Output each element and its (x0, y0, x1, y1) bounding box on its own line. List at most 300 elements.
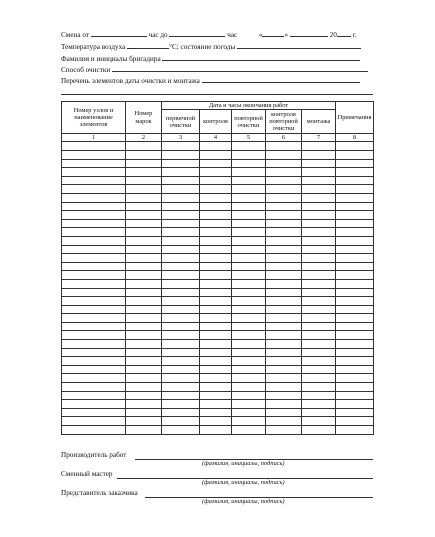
table-cell[interactable] (126, 426, 162, 435)
table-row (62, 151, 374, 160)
table-cell[interactable] (302, 314, 336, 323)
table-cell[interactable] (200, 185, 232, 194)
table-cell[interactable] (200, 151, 232, 160)
table-cell[interactable] (62, 262, 126, 271)
table-cell[interactable] (232, 365, 266, 374)
table-cell[interactable] (336, 417, 374, 426)
table-cell[interactable] (336, 297, 374, 306)
table-cell[interactable] (62, 279, 126, 288)
table-cell[interactable] (200, 193, 232, 202)
table-cell[interactable] (302, 391, 336, 400)
table-row (62, 219, 374, 228)
table-cell[interactable] (232, 219, 266, 228)
table-cell[interactable] (232, 159, 266, 168)
table-cell[interactable] (62, 305, 126, 314)
weather-blank[interactable] (237, 41, 361, 49)
table-cell[interactable] (302, 193, 336, 202)
table-cell[interactable] (162, 297, 200, 306)
table-cell[interactable] (62, 288, 126, 297)
air-temp-blank[interactable] (127, 41, 169, 49)
table-cell[interactable] (302, 236, 336, 245)
table-cell[interactable] (302, 297, 336, 306)
table-cell[interactable] (162, 383, 200, 392)
table-cell[interactable] (200, 236, 232, 245)
table-cell[interactable] (232, 374, 266, 383)
table-cell[interactable] (266, 228, 302, 237)
table-cell[interactable] (62, 151, 126, 160)
table-cell[interactable] (266, 417, 302, 426)
table-cell[interactable] (302, 254, 336, 263)
table-cell[interactable] (126, 228, 162, 237)
table-cell[interactable] (266, 340, 302, 349)
table-cell[interactable] (302, 185, 336, 194)
table-cell[interactable] (336, 348, 374, 357)
table-cell[interactable] (162, 400, 200, 409)
table-cell[interactable] (200, 305, 232, 314)
table-cell[interactable] (62, 348, 126, 357)
table-cell[interactable] (302, 168, 336, 177)
table-cell[interactable] (200, 426, 232, 435)
table-cell[interactable] (336, 193, 374, 202)
table-cell[interactable] (126, 202, 162, 211)
table-cell[interactable] (162, 176, 200, 185)
table-cell[interactable] (200, 340, 232, 349)
table-cell[interactable] (62, 417, 126, 426)
table-cell[interactable] (336, 400, 374, 409)
table-cell[interactable] (266, 159, 302, 168)
hour-to-label: час до (148, 31, 168, 39)
table-cell[interactable] (126, 408, 162, 417)
table-cell[interactable] (126, 236, 162, 245)
table-cell[interactable] (302, 142, 336, 151)
table-cell[interactable] (336, 176, 374, 185)
table-cell[interactable] (126, 331, 162, 340)
table-cell[interactable] (266, 193, 302, 202)
table-cell[interactable] (336, 236, 374, 245)
table-row (62, 159, 374, 168)
table-cell[interactable] (162, 365, 200, 374)
table-cell[interactable] (302, 331, 336, 340)
table-cell[interactable] (336, 168, 374, 177)
table-cell[interactable] (126, 219, 162, 228)
table-cell[interactable] (162, 305, 200, 314)
table-cell[interactable] (162, 219, 200, 228)
table-cell[interactable] (200, 357, 232, 366)
table-cell[interactable] (336, 279, 374, 288)
table-cell[interactable] (232, 340, 266, 349)
table-cell[interactable] (336, 383, 374, 392)
table-cell[interactable] (232, 297, 266, 306)
table-cell[interactable] (336, 271, 374, 280)
table-cell[interactable] (266, 365, 302, 374)
table-cell[interactable] (162, 391, 200, 400)
table-cell[interactable] (302, 202, 336, 211)
table-cell[interactable] (126, 340, 162, 349)
table-cell[interactable] (62, 400, 126, 409)
table-cell[interactable] (200, 202, 232, 211)
table-cell[interactable] (62, 202, 126, 211)
table-cell[interactable] (232, 142, 266, 151)
table-cell[interactable] (302, 322, 336, 331)
table-cell[interactable] (62, 176, 126, 185)
table-cell[interactable] (266, 288, 302, 297)
table-cell[interactable] (232, 408, 266, 417)
table-cell[interactable] (200, 176, 232, 185)
table-cell[interactable] (266, 185, 302, 194)
table-cell[interactable] (200, 254, 232, 263)
table-cell[interactable] (200, 228, 232, 237)
table-cell[interactable] (232, 236, 266, 245)
table-cell[interactable] (126, 245, 162, 254)
table-cell[interactable] (232, 245, 266, 254)
table-cell[interactable] (126, 211, 162, 220)
year-blank[interactable] (337, 29, 351, 37)
table-cell[interactable] (62, 331, 126, 340)
table-cell[interactable] (126, 279, 162, 288)
table-cell[interactable] (302, 417, 336, 426)
table-cell[interactable] (232, 176, 266, 185)
table-cell[interactable] (126, 383, 162, 392)
table-cell[interactable] (162, 254, 200, 263)
table-cell[interactable] (302, 305, 336, 314)
table-cell[interactable] (200, 391, 232, 400)
table-cell[interactable] (336, 142, 374, 151)
table-cell[interactable] (200, 314, 232, 323)
table-cell[interactable] (162, 322, 200, 331)
table-cell[interactable] (200, 400, 232, 409)
table-row (62, 185, 374, 194)
table-cell[interactable] (266, 357, 302, 366)
table-cell[interactable] (232, 279, 266, 288)
table-cell[interactable] (336, 340, 374, 349)
col-header-mounting: монтажа (302, 110, 336, 134)
table-cell[interactable] (266, 151, 302, 160)
table-cell[interactable] (62, 193, 126, 202)
table-cell[interactable] (336, 262, 374, 271)
table-cell[interactable] (336, 185, 374, 194)
table-cell[interactable] (302, 219, 336, 228)
table-cell[interactable] (126, 288, 162, 297)
table-cell[interactable] (336, 408, 374, 417)
table-cell[interactable] (200, 331, 232, 340)
table-cell[interactable] (200, 365, 232, 374)
shift-from-blank[interactable] (91, 29, 147, 37)
table-cell[interactable] (200, 417, 232, 426)
table-cell[interactable] (200, 408, 232, 417)
table-cell[interactable] (62, 365, 126, 374)
table-cell[interactable] (302, 357, 336, 366)
table-cell[interactable] (62, 254, 126, 263)
table-cell[interactable] (62, 236, 126, 245)
table-cell[interactable] (162, 211, 200, 220)
table-cell[interactable] (266, 219, 302, 228)
table-cell[interactable] (62, 314, 126, 323)
table-cell[interactable] (266, 254, 302, 263)
table-cell[interactable] (266, 297, 302, 306)
table-cell[interactable] (232, 348, 266, 357)
table-cell[interactable] (302, 288, 336, 297)
table-cell[interactable] (162, 357, 200, 366)
table-cell[interactable] (126, 391, 162, 400)
table-cell[interactable] (266, 374, 302, 383)
table-cell[interactable] (126, 193, 162, 202)
table-cell[interactable] (162, 417, 200, 426)
table-cell[interactable] (126, 417, 162, 426)
table-cell[interactable] (336, 219, 374, 228)
table-cell[interactable] (162, 426, 200, 435)
col-number: 6 (266, 134, 302, 142)
table-row (62, 168, 374, 177)
table-cell[interactable] (232, 185, 266, 194)
table-cell[interactable] (200, 383, 232, 392)
table-cell[interactable] (232, 288, 266, 297)
table-cell[interactable] (302, 374, 336, 383)
table-cell[interactable] (232, 254, 266, 263)
table-cell[interactable] (126, 185, 162, 194)
table-cell[interactable] (126, 262, 162, 271)
table-cell[interactable] (302, 245, 336, 254)
table-cell[interactable] (62, 322, 126, 331)
table-cell[interactable] (200, 279, 232, 288)
col-number: 3 (162, 134, 200, 142)
table-cell[interactable] (62, 374, 126, 383)
table-cell[interactable] (302, 348, 336, 357)
table-cell[interactable] (266, 245, 302, 254)
table-cell[interactable] (126, 271, 162, 280)
table-cell[interactable] (302, 340, 336, 349)
table-cell[interactable] (62, 297, 126, 306)
table-cell[interactable] (232, 322, 266, 331)
table-cell[interactable] (302, 262, 336, 271)
table-cell[interactable] (266, 236, 302, 245)
table-cell[interactable] (200, 374, 232, 383)
table-cell[interactable] (266, 211, 302, 220)
table-cell[interactable] (302, 383, 336, 392)
table-cell[interactable] (336, 211, 374, 220)
shift-to-blank[interactable] (169, 29, 225, 37)
table-cell[interactable] (200, 297, 232, 306)
table-cell[interactable] (232, 168, 266, 177)
table-cell[interactable] (336, 331, 374, 340)
table-cell[interactable] (266, 408, 302, 417)
table-cell[interactable] (266, 383, 302, 392)
table-cell[interactable] (162, 245, 200, 254)
table-cell[interactable] (232, 383, 266, 392)
table-cell[interactable] (200, 348, 232, 357)
table-cell[interactable] (302, 271, 336, 280)
table-cell[interactable] (336, 322, 374, 331)
table-cell[interactable] (336, 374, 374, 383)
table-cell[interactable] (62, 219, 126, 228)
table-cell[interactable] (232, 357, 266, 366)
table-cell[interactable] (200, 211, 232, 220)
table-cell[interactable] (232, 305, 266, 314)
table-cell[interactable] (162, 142, 200, 151)
table-row (62, 391, 374, 400)
table-cell[interactable] (302, 400, 336, 409)
table-cell[interactable] (302, 408, 336, 417)
table-cell[interactable] (266, 279, 302, 288)
table-cell[interactable] (336, 228, 374, 237)
table-cell[interactable] (126, 314, 162, 323)
table-cell[interactable] (62, 391, 126, 400)
table-cell[interactable] (232, 426, 266, 435)
table-cell[interactable] (232, 262, 266, 271)
table-cell[interactable] (162, 348, 200, 357)
elements-list-extra-line[interactable] (61, 94, 373, 95)
cleaning-method-blank[interactable] (112, 64, 368, 72)
table-cell[interactable] (162, 262, 200, 271)
table-cell[interactable] (126, 357, 162, 366)
table-cell[interactable] (302, 426, 336, 435)
table-cell[interactable] (232, 151, 266, 160)
table-row (62, 236, 374, 245)
table-cell[interactable] (126, 305, 162, 314)
table-cell[interactable] (232, 228, 266, 237)
col-header-control: контроля (200, 110, 232, 134)
table-cell[interactable] (336, 202, 374, 211)
table-cell[interactable] (126, 151, 162, 160)
table-cell[interactable] (302, 151, 336, 160)
table-cell[interactable] (62, 245, 126, 254)
table-cell[interactable] (162, 185, 200, 194)
table-cell[interactable] (162, 271, 200, 280)
signature-label-customer-rep: Представитель заказчика (61, 489, 138, 497)
table-cell[interactable] (266, 271, 302, 280)
table-cell[interactable] (162, 279, 200, 288)
table-cell[interactable] (232, 271, 266, 280)
table-cell[interactable] (266, 426, 302, 435)
table-cell[interactable] (232, 417, 266, 426)
table-cell[interactable] (126, 365, 162, 374)
table-cell[interactable] (336, 159, 374, 168)
table-cell[interactable] (62, 211, 126, 220)
table-cell[interactable] (266, 314, 302, 323)
table-cell[interactable] (62, 271, 126, 280)
table-cell[interactable] (232, 391, 266, 400)
table-cell[interactable] (266, 176, 302, 185)
brigadier-blank[interactable] (162, 53, 360, 61)
table-cell[interactable] (302, 159, 336, 168)
table-cell[interactable] (266, 262, 302, 271)
table-row (62, 400, 374, 409)
table-cell[interactable] (266, 168, 302, 177)
table-cell[interactable] (232, 193, 266, 202)
table-cell[interactable] (162, 408, 200, 417)
table-cell[interactable] (126, 159, 162, 168)
table-cell[interactable] (162, 159, 200, 168)
table-cell[interactable] (162, 202, 200, 211)
table-cell[interactable] (126, 374, 162, 383)
table-cell[interactable] (200, 245, 232, 254)
table-cell[interactable] (302, 228, 336, 237)
table-cell[interactable] (266, 331, 302, 340)
table-cell[interactable] (162, 236, 200, 245)
table-cell[interactable] (200, 271, 232, 280)
table-cell[interactable] (62, 228, 126, 237)
table-cell[interactable] (266, 142, 302, 151)
table-cell[interactable] (62, 159, 126, 168)
table-cell[interactable] (62, 168, 126, 177)
table-cell[interactable] (336, 357, 374, 366)
table-cell[interactable] (162, 168, 200, 177)
table-cell[interactable] (162, 151, 200, 160)
table-cell[interactable] (162, 374, 200, 383)
table-cell[interactable] (302, 176, 336, 185)
table-cell[interactable] (232, 211, 266, 220)
table-cell[interactable] (200, 322, 232, 331)
table-cell[interactable] (200, 168, 232, 177)
table-cell[interactable] (126, 322, 162, 331)
table-cell[interactable] (200, 219, 232, 228)
table-cell[interactable] (336, 314, 374, 323)
table-cell[interactable] (126, 176, 162, 185)
table-cell[interactable] (232, 314, 266, 323)
table-cell[interactable] (126, 142, 162, 151)
table-cell[interactable] (302, 211, 336, 220)
month-blank[interactable] (290, 29, 328, 37)
table-cell[interactable] (162, 340, 200, 349)
table-cell[interactable] (200, 288, 232, 297)
table-cell[interactable] (336, 391, 374, 400)
table-cell[interactable] (62, 426, 126, 435)
table-cell[interactable] (162, 314, 200, 323)
table-cell[interactable] (336, 426, 374, 435)
table-cell[interactable] (336, 254, 374, 263)
table-cell[interactable] (266, 202, 302, 211)
table-cell[interactable] (62, 142, 126, 151)
table-cell[interactable] (62, 408, 126, 417)
table-cell[interactable] (336, 245, 374, 254)
table-cell[interactable] (232, 400, 266, 409)
table-cell[interactable] (126, 254, 162, 263)
table-cell[interactable] (126, 297, 162, 306)
table-cell[interactable] (266, 305, 302, 314)
table-cell[interactable] (232, 331, 266, 340)
day-blank[interactable] (262, 29, 284, 37)
table-cell[interactable] (302, 279, 336, 288)
table-cell[interactable] (62, 340, 126, 349)
table-cell[interactable] (336, 288, 374, 297)
table-cell[interactable] (62, 357, 126, 366)
table-cell[interactable] (162, 228, 200, 237)
table-cell[interactable] (266, 348, 302, 357)
table-cell[interactable] (200, 262, 232, 271)
table-cell[interactable] (302, 365, 336, 374)
table-cell[interactable] (126, 348, 162, 357)
table-cell[interactable] (200, 142, 232, 151)
table-cell[interactable] (62, 185, 126, 194)
table-row (62, 417, 374, 426)
table-cell[interactable] (126, 400, 162, 409)
table-cell[interactable] (266, 322, 302, 331)
table-cell[interactable] (336, 151, 374, 160)
table-cell[interactable] (336, 365, 374, 374)
table-cell[interactable] (266, 391, 302, 400)
table-cell[interactable] (62, 383, 126, 392)
table-row (62, 314, 374, 323)
signature-label-foreman: Производитель работ (61, 451, 127, 459)
table-cell[interactable] (336, 305, 374, 314)
table-cell[interactable] (266, 400, 302, 409)
table-cell[interactable] (232, 202, 266, 211)
table-cell[interactable] (162, 331, 200, 340)
elements-list-blank[interactable] (202, 75, 360, 83)
table-cell[interactable] (126, 168, 162, 177)
table-cell[interactable] (162, 193, 200, 202)
table-cell[interactable] (162, 288, 200, 297)
table-cell[interactable] (200, 159, 232, 168)
